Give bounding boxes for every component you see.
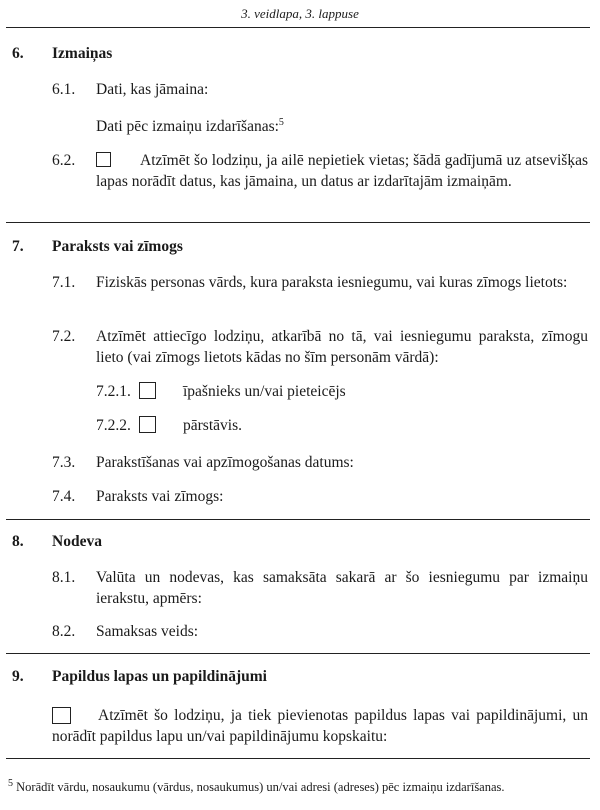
item-8-2-number: 8.2. — [52, 623, 76, 640]
footnote: $^5$ Norādīt vārdu, nosaukumu (vārdus, nosaukumus) un/vai adresi (adreses) pēc izmaiņu izdarīšanas. — [8, 778, 505, 795]
divider — [6, 27, 590, 28]
section-9-text: Atzīmēt šo lodziņu, ja tiek pievienotas papildus lapas vai papildinājumi, un norādīt papildus lapu un/vai papildinājumu kopskaitu: — [52, 707, 588, 745]
divider — [6, 758, 590, 759]
section-6-number: 6. — [12, 45, 24, 62]
item-7-2-1-number: 7.2.1. — [96, 383, 131, 400]
item-6-1-label: Dati, kas jāmaina: — [96, 81, 209, 98]
section-9-title: Papildus lapas un papildinājumi — [52, 668, 267, 685]
section-9-number: 9. — [12, 668, 24, 685]
item-6-1-number: 6.1. — [52, 81, 76, 98]
representative-checkbox[interactable] — [139, 416, 156, 433]
divider — [6, 222, 590, 223]
page-header: 3. veidlapa, 3. lappuse — [241, 6, 359, 21]
section-6-title: Izmaiņas — [52, 45, 113, 62]
footnote-marker: 5 — [8, 778, 13, 789]
item-7-3-number: 7.3. — [52, 454, 76, 471]
item-8-1-text: Valūta un nodevas, kas samaksāta sakarā ar šo iesniegumu par izmaiņu ierakstu, apmērs: — [96, 569, 588, 607]
section-8-title: Nodeva — [52, 533, 102, 550]
item-7-2-1-label: īpašnieks un/vai pieteicējs — [183, 383, 346, 400]
divider — [6, 519, 590, 520]
item-8-1-number: 8.1. — [52, 569, 76, 586]
item-7-1-text: Fiziskās personas vārds, kura paraksta iesniegumu, vai kuras zīmogs lietots: — [96, 274, 568, 291]
section-7-title: Paraksts vai zīmogs — [52, 238, 183, 255]
item-7-2-2-label: pārstāvis. — [183, 417, 242, 434]
item-8-2-label: Samaksas veids: — [96, 623, 199, 640]
item-7-1-number: 7.1. — [52, 274, 76, 291]
item-7-2-text: Atzīmēt attiecīgo lodziņu, atkarībā no tā, vai iesniegumu paraksta, zīmogu lieto (vai zīmogs lietots kādas no šīm personām vārdā): — [96, 328, 588, 366]
item-6-2-text: Atzīmēt šo lodziņu, ja ailē nepietiek vietas; šādā gadījumā uz atsevišķas lapas norādīt datus, kas jāmaina, un datus ar izdarītajām izmaiņām. — [96, 152, 588, 190]
footnote-ref: 5 — [278, 117, 284, 128]
item-7-4-number: 7.4. — [52, 488, 76, 505]
section-8-number: 8. — [12, 533, 24, 550]
item-7-3-label: Parakstīšanas vai apzīmogošanas datums: — [96, 454, 354, 471]
divider — [6, 653, 590, 654]
item-7-2-number: 7.2. — [52, 328, 76, 345]
owner-checkbox[interactable] — [139, 382, 156, 399]
section-7-number: 7. — [12, 238, 24, 255]
item-6-1b-label: Dati pēc izmaiņu izdarīšanas:$^5$ — [96, 117, 284, 136]
item-6-2-number: 6.2. — [52, 152, 76, 169]
item-7-4-label: Paraksts vai zīmogs: — [96, 488, 224, 505]
item-7-2-2-number: 7.2.2. — [96, 417, 131, 434]
